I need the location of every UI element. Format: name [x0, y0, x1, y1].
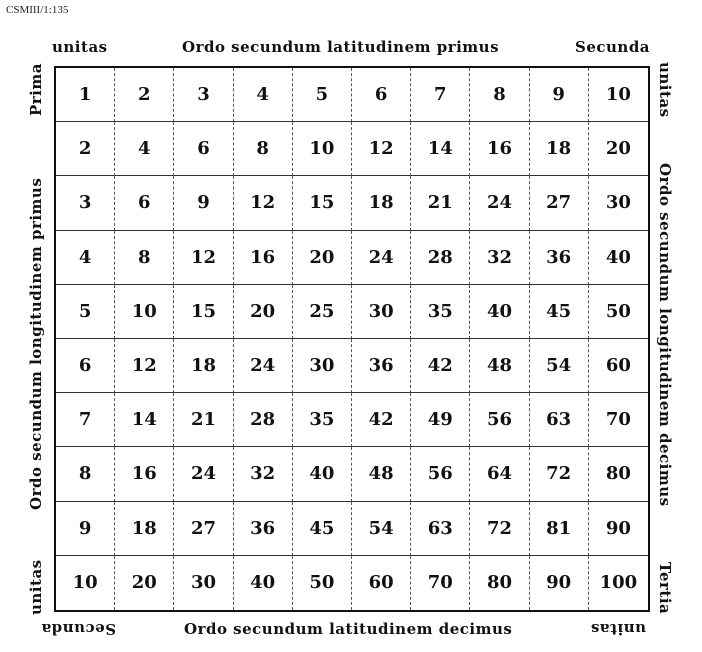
table-cell: 30 [174, 556, 233, 610]
right-middle-label: Ordo secundum longitudinem decimus [656, 163, 674, 507]
table-cell: 10 [589, 68, 648, 122]
table-cell: 6 [115, 176, 174, 230]
table-cell: 1 [56, 68, 115, 122]
bottom-center-label: Ordo secundum latitudinem decimus [184, 620, 513, 638]
table-cell: 16 [470, 122, 529, 176]
table-cell: 8 [470, 68, 529, 122]
table-cell: 72 [530, 447, 589, 501]
table-cell: 70 [589, 393, 648, 447]
top-right-label: Secunda [575, 38, 651, 56]
table-cell: 20 [234, 285, 293, 339]
table-cell: 16 [234, 231, 293, 285]
table-cell: 12 [174, 231, 233, 285]
table-cell: 90 [589, 502, 648, 556]
table-cell: 16 [115, 447, 174, 501]
table-cell: 4 [234, 68, 293, 122]
table-cell: 6 [56, 339, 115, 393]
table-cell: 8 [115, 231, 174, 285]
table-cell: 100 [599, 572, 638, 594]
table-cell: 40 [589, 231, 648, 285]
table-cell: 64 [470, 447, 529, 501]
table-cell: 54 [530, 339, 589, 393]
table-cell: 15 [293, 176, 352, 230]
table-cell: 18 [115, 502, 174, 556]
table-cell: 30 [352, 285, 411, 339]
table-cell: 30 [589, 176, 648, 230]
table-cell: 36 [530, 231, 589, 285]
table-cell: 42 [411, 339, 470, 393]
table-cell: 60 [352, 556, 411, 610]
multiplication-table [54, 66, 650, 612]
table-cell: 21 [411, 176, 470, 230]
table-cell: 8 [56, 447, 115, 501]
table-cell: 9 [530, 68, 589, 122]
table-cell: 18 [530, 122, 589, 176]
bottom-left-label: Secunda [40, 620, 116, 638]
table-cell: 5 [56, 285, 115, 339]
table-cell: 35 [411, 285, 470, 339]
left-bottom-label: unitas [27, 559, 45, 615]
table-cell: 4 [115, 122, 174, 176]
table-cell: 12 [352, 122, 411, 176]
table-cell: 12 [115, 339, 174, 393]
table-cell: 63 [530, 393, 589, 447]
table-cell: 30 [293, 339, 352, 393]
table-cell: 27 [174, 502, 233, 556]
table-cell: 20 [589, 122, 648, 176]
table-cell: 18 [352, 176, 411, 230]
table-cell: 14 [411, 122, 470, 176]
table-cell: 2 [56, 122, 115, 176]
table-cell: 35 [293, 393, 352, 447]
top-center-label: Ordo secundum latitudinem primus [182, 38, 500, 56]
table-cell: 24 [234, 339, 293, 393]
table-cell: 25 [293, 285, 352, 339]
table-cell: 36 [234, 502, 293, 556]
reference-label: CSMIII/1:135 [6, 4, 69, 16]
table-cell: 40 [293, 447, 352, 501]
table-cell: 20 [293, 231, 352, 285]
table-cell: 32 [234, 447, 293, 501]
table-cell: 27 [530, 176, 589, 230]
left-middle-label: Ordo secundum longitudinem primus [27, 177, 45, 510]
table-cell: 45 [293, 502, 352, 556]
left-top-label: Prima [27, 63, 45, 116]
table-cell: 7 [56, 393, 115, 447]
table-cell: 20 [115, 556, 174, 610]
right-top-label: unitas [656, 62, 674, 118]
table-cell: 28 [411, 231, 470, 285]
table-cell: 24 [174, 447, 233, 501]
table-cell: 90 [530, 556, 589, 610]
table-cell: 7 [411, 68, 470, 122]
table-cell: 40 [234, 556, 293, 610]
table-cell: 40 [470, 285, 529, 339]
top-left-label: unitas [52, 38, 108, 56]
table-cell: 80 [589, 447, 648, 501]
bottom-right-label: unitas [590, 620, 646, 638]
table-cell: 24 [352, 231, 411, 285]
table-cell: 6 [174, 122, 233, 176]
table-cell: 5 [293, 68, 352, 122]
table-cell: 21 [174, 393, 233, 447]
table-cell: 50 [293, 556, 352, 610]
table-cell: 81 [530, 502, 589, 556]
table-cell: 45 [530, 285, 589, 339]
table-cell: 18 [174, 339, 233, 393]
table-cell: 36 [352, 339, 411, 393]
table-cell: 28 [234, 393, 293, 447]
table-cell: 10 [56, 556, 115, 610]
table-cell: 9 [56, 502, 115, 556]
table-cell: 3 [56, 176, 115, 230]
table-cell: 4 [56, 231, 115, 285]
table-cell: 49 [411, 393, 470, 447]
table-cell: 10 [293, 122, 352, 176]
table-cell: 9 [174, 176, 233, 230]
table-cell: 14 [115, 393, 174, 447]
table-cell: 56 [470, 393, 529, 447]
table-cell: 56 [411, 447, 470, 501]
table-cell: 48 [352, 447, 411, 501]
table-cell: 10 [115, 285, 174, 339]
table-cell: 42 [352, 393, 411, 447]
table-cell: 12 [234, 176, 293, 230]
table-cell: 80 [470, 556, 529, 610]
table-cell: 50 [589, 285, 648, 339]
table-cell: 48 [470, 339, 529, 393]
table-cell: 3 [174, 68, 233, 122]
table-cell: 6 [352, 68, 411, 122]
right-bottom-label: Tertia [656, 562, 674, 615]
table-cell: 72 [470, 502, 529, 556]
table-cell: 70 [411, 556, 470, 610]
table-cell: 15 [174, 285, 233, 339]
table-cell: 24 [470, 176, 529, 230]
table-cell: 60 [589, 339, 648, 393]
table-cell: 32 [470, 231, 529, 285]
table-cell: 63 [411, 502, 470, 556]
table-cell: 8 [234, 122, 293, 176]
table-cell: 2 [115, 68, 174, 122]
table-cell: 54 [352, 502, 411, 556]
